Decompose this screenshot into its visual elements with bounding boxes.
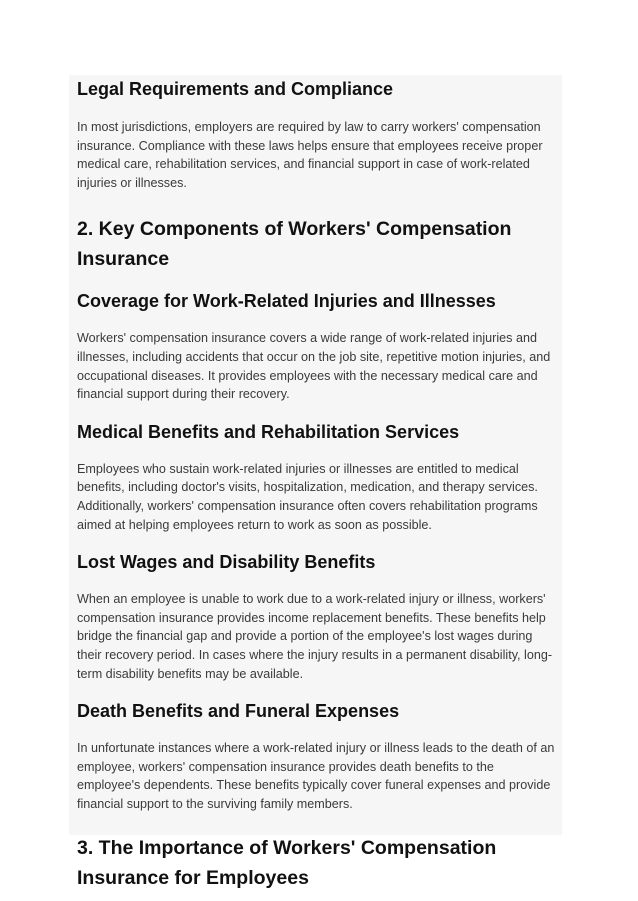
paragraph-lost-wages: When an employee is unable to work due to a work-related injury or illness, workers' compensation insurance provides income replacement benefits. These benefits help bridge the financial gap and provide a portion of the employee's lost wages during their recovery period. In cases where the injury results in a permanent disability, long-term disability benefits may be available.: [77, 592, 553, 681]
heading-medical-benefits: Medical Benefits and Rehabilitation Services: [77, 421, 460, 442]
paragraph-coverage: Workers' compensation insurance covers a wide range of work-related injuries and illnesses, including accidents that occur on the job site, repetitive motion injuries, and occupational diseases. It provides employees with the necessary medical care and financial support during their recovery.: [77, 331, 551, 402]
document-content: [77, 75, 557, 893]
paragraph-death-benefits: In unfortunate instances where a work-related injury or illness leads to the death of an employee, workers' compensation insurance provides death benefits to the employee's dependents. These benefits typically cover funeral expenses and provide financial support to the surviving family members.: [77, 741, 555, 811]
paragraph-medical-benefits: Employees who sustain work-related injuries or illnesses are entitled to medical benefits, including doctor's visits, hospitalization, medication, and therapy services. Additionally, workers' compensation insurance often covers rehabilitation programs aimed at helping employees return to work as soon as possible.: [77, 461, 538, 532]
heading-legal-requirements: Legal Requirements and Compliance: [77, 79, 394, 99]
heading-importance: 3. The Importance of Workers' Compensation Insurance for Employees: [77, 837, 497, 890]
heading-death-benefits: Death Benefits and Funeral Expenses: [77, 701, 400, 722]
paragraph-legal-requirements: In most jurisdictions, employers are required by law to carry workers' compensation insurance. Compliance with these laws helps ensure that employees receive proper medical care, rehabilitation services, and financial support in case of work-related injuries or illnesses.: [77, 120, 543, 190]
heading-key-components: 2. Key Components of Workers' Compensation Insurance: [77, 218, 512, 271]
heading-lost-wages: Lost Wages and Disability Benefits: [77, 552, 376, 573]
heading-coverage: Coverage for Work-Related Injuries and Illnesses: [77, 291, 496, 312]
